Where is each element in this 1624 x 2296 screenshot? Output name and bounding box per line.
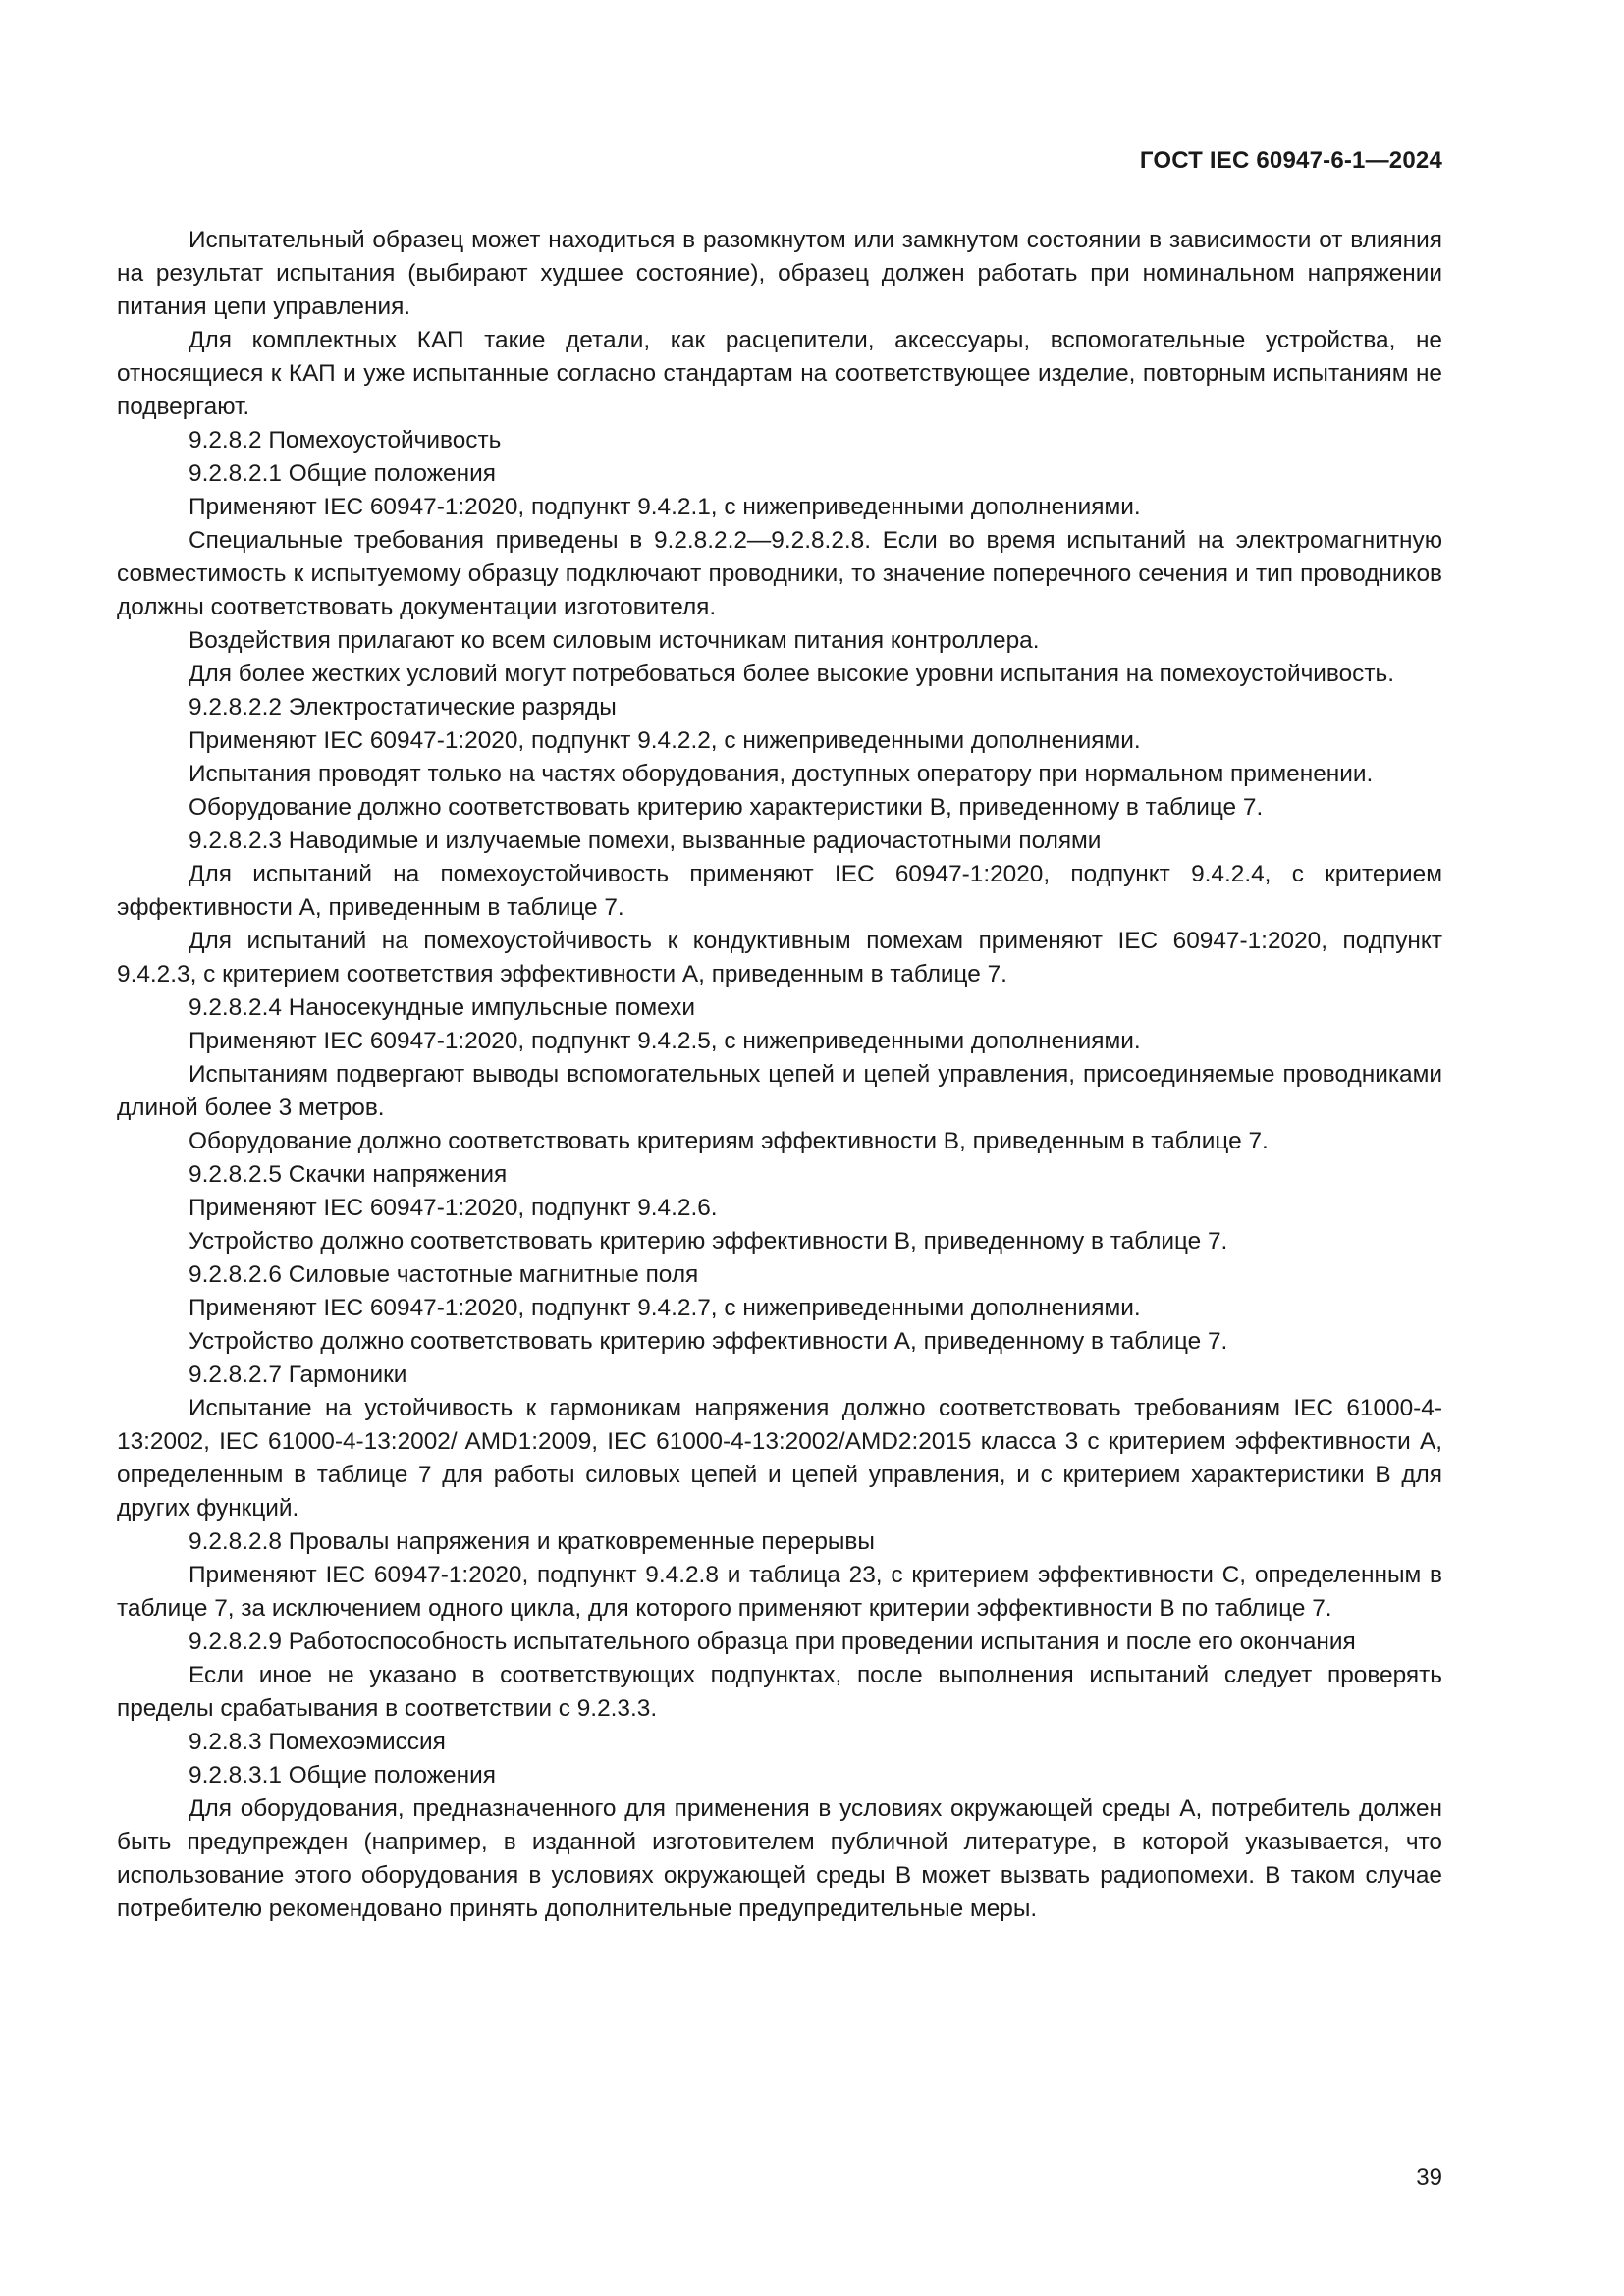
paragraph: Применяют IEC 60947-1:2020, подпункт 9.4.2.5, с нижеприведенными дополнениями.: [189, 1028, 1141, 1054]
section-heading: 9.2.8.2.3 Наводимые и излучаемые помехи, вызванные радиочастотными полями: [189, 828, 1102, 854]
section-heading: 9.2.8.2 Помехоустойчивость: [189, 427, 502, 454]
paragraph: Применяют IEC 60947-1:2020, подпункт 9.4.2.8 и таблица 23, с критерием эффективности С, определенным в таблице 7, за исключением одного цикла, для которого применяют критерии эффективности В по таблице 7.: [117, 1562, 1442, 1622]
section-heading: 9.2.8.2.8 Провалы напряжения и кратковременные перерывы: [189, 1528, 875, 1555]
section-heading: 9.2.8.2.9 Работоспособность испытательного образца при проведении испытания и после его окончания: [189, 1629, 1356, 1655]
page-number: 39: [1416, 2164, 1442, 2191]
paragraph: Применяют IEC 60947-1:2020, подпункт 9.4.2.7, с нижеприведенными дополнениями.: [189, 1295, 1141, 1321]
section-heading: 9.2.8.2.2 Электростатические разряды: [189, 694, 617, 721]
section-heading: 9.2.8.3 Помехоэмиссия: [189, 1729, 446, 1755]
paragraph: Оборудование должно соответствовать критерию характеристики В, приведенному в таблице 7.: [189, 794, 1264, 821]
paragraph: Испытательный образец может находиться в разомкнутом или замкнутом состоянии в зависимости от влияния на результат испытания (выбирают худшее состояние), образец должен работать при номинальном напряжении питания цепи управления.: [117, 227, 1442, 320]
section-heading: 9.2.8.2.7 Гармоники: [189, 1362, 407, 1388]
paragraph: Применяют IEC 60947-1:2020, подпункт 9.4.2.6.: [189, 1195, 718, 1221]
paragraph: Применяют IEC 60947-1:2020, подпункт 9.4.2.1, с нижеприведенными дополнениями.: [189, 494, 1141, 520]
paragraph: Оборудование должно соответствовать критериям эффективности В, приведенным в таблице 7.: [189, 1128, 1269, 1154]
paragraph: Для оборудования, предназначенного для применения в условиях окружающей среды А, потребитель должен быть предупрежден (например, в изданной изготовителем публичной литературе, в которой указывается, что использование этого оборудования в условиях окружающей среды В может вызвать радиопомехи. В таком случае потребителю рекомендовано принять дополнительные предупредительные меры.: [117, 1795, 1442, 1922]
section-heading: 9.2.8.2.4 Наносекундные импульсные помехи: [189, 994, 695, 1021]
section-heading: 9.2.8.3.1 Общие положения: [189, 1762, 496, 1789]
paragraph: Испытание на устойчивость к гармоникам напряжения должно соответствовать требованиям IEC 61000-4-13:2002, IEC 61000-4-13:2002/ AMD1:2009, IEC 61000-4-13:2002/AMD2:2015 класса 3 с критерием эффективности А, определенным в таблице 7 для работы силовых цепей и цепей управления, и с критерием характеристики В для других функций.: [117, 1395, 1442, 1522]
paragraph: Для более жестких условий могут потребоваться более высокие уровни испытания на помехоустойчивость.: [189, 661, 1394, 687]
paragraph: Для испытаний на помехоустойчивость к кондуктивным помехам применяют IEC 60947-1:2020, подпункт 9.4.2.3, с критерием соответствия эффективности А, приведенным в таблице 7.: [117, 928, 1442, 988]
paragraph: Специальные требования приведены в 9.2.8.2.2—9.2.8.2.8. Если во время испытаний на электромагнитную совместимость к испытуемому образцу подключают проводники, то значение поперечного сечения и тип проводников должны соответствовать документации изготовителя.: [117, 527, 1442, 620]
paragraph: Устройство должно соответствовать критерию эффективности В, приведенному в таблице 7.: [189, 1228, 1228, 1255]
paragraph: Устройство должно соответствовать критерию эффективности А, приведенному в таблице 7.: [189, 1328, 1228, 1355]
paragraph: Применяют IEC 60947-1:2020, подпункт 9.4.2.2, с нижеприведенными дополнениями.: [189, 727, 1141, 754]
document-header: ГОСТ IEC 60947-6-1—2024: [1139, 147, 1442, 174]
paragraph: Если иное не указано в соответствующих подпунктах, после выполнения испытаний следует проверять пределы срабатывания в соответствии с 9.2.3.3.: [117, 1662, 1442, 1722]
paragraph: Для испытаний на помехоустойчивость применяют IEC 60947-1:2020, подпункт 9.4.2.4, с критерием эффективности А, приведенным в таблице 7.: [117, 861, 1442, 921]
document-body: [117, 224, 1442, 1926]
section-heading: 9.2.8.2.6 Силовые частотные магнитные поля: [189, 1261, 699, 1288]
section-heading: 9.2.8.2.5 Скачки напряжения: [189, 1161, 508, 1188]
paragraph: Испытания проводят только на частях оборудования, доступных оператору при нормальном применении.: [189, 761, 1374, 787]
paragraph: Воздействия прилагают ко всем силовым источникам питания контроллера.: [189, 627, 1040, 654]
section-heading: 9.2.8.2.1 Общие положения: [189, 460, 496, 487]
paragraph: Испытаниям подвергают выводы вспомогательных цепей и цепей управления, присоединяемые проводниками длиной более 3 метров.: [117, 1061, 1442, 1121]
paragraph: Для комплектных КАП такие детали, как расцепители, аксессуары, вспомогательные устройства, не относящиеся к КАП и уже испытанные согласно стандартам на соответствующее изделие, повторным испытаниям не подвергают.: [117, 327, 1442, 420]
